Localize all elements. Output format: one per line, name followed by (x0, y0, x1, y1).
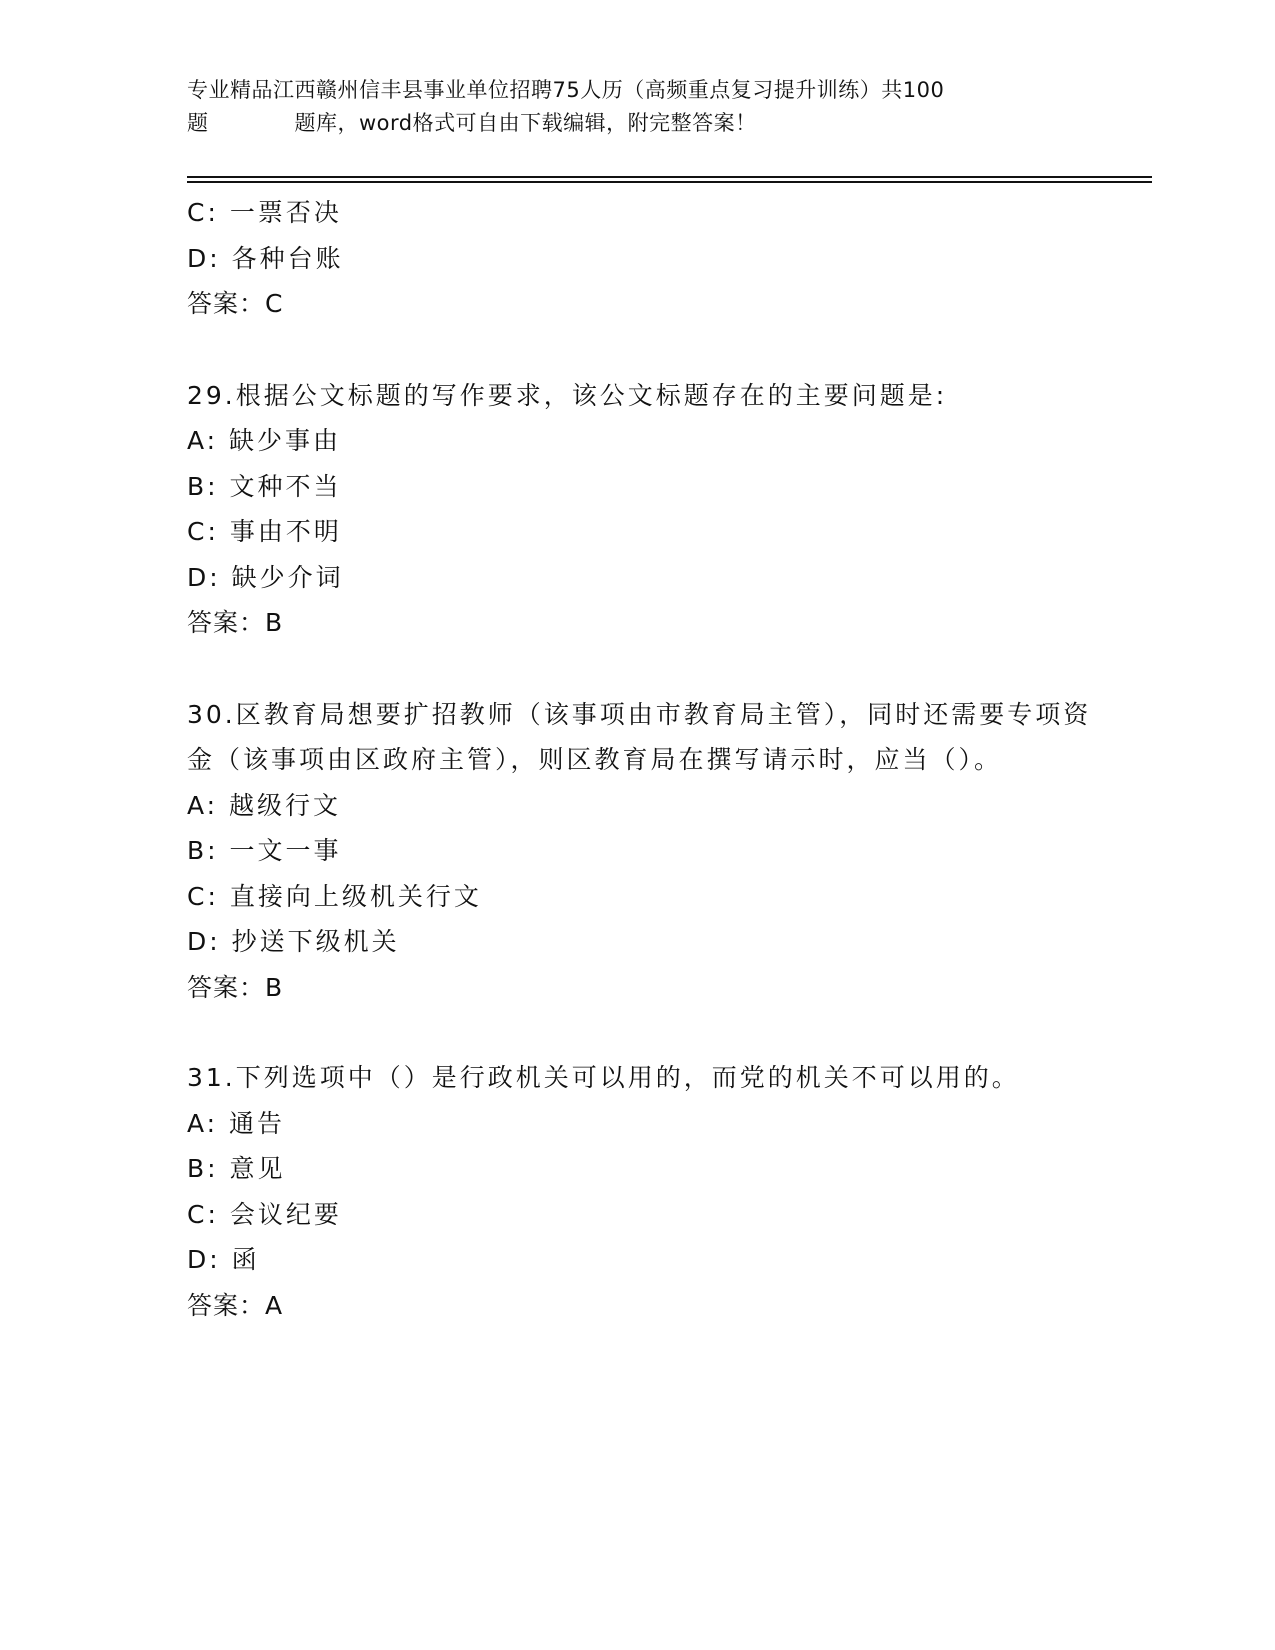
answer-line: 答案：B (187, 972, 284, 1002)
question-list (187, 190, 1107, 1328)
answer-line: 答案：A (187, 1290, 284, 1320)
option-d: D: 各种台账 (187, 243, 344, 273)
question-30 (187, 692, 1107, 1011)
option-c: C: 直接向上级机关行文 (187, 881, 482, 911)
question-31 (187, 1055, 1107, 1328)
spacer (187, 646, 1107, 692)
option-b: B: 一文一事 (187, 836, 342, 865)
option-b: B: 意见 (187, 1154, 286, 1183)
question-stem: 29.根据公文标题的写作要求，该公文标题存在的主要问题是: (187, 380, 948, 410)
option-d: D: 函 (187, 1245, 260, 1274)
option-b: B: 文种不当 (187, 471, 342, 501)
header-title-line-1: 专业精品江西赣州信丰县事业单位招聘75人历（高频重点复习提升训练）共100 (187, 78, 945, 102)
question-stem: 30.区教育局想要扩招教师（该事项由市教育局主管），同时还需要专项资金（该事项由区政府主管），则区教育局在撰写请示时，应当（）。 (187, 699, 1092, 774)
option-a: A: 越级行文 (187, 790, 342, 820)
header-rule-bottom (187, 181, 1152, 183)
partial-question-28 (187, 190, 1107, 327)
option-d: D: 缺少介词 (187, 562, 344, 592)
option-a: A: 通告 (187, 1108, 286, 1138)
answer-line: 答案：B (187, 608, 284, 637)
option-c: C: 事由不明 (187, 517, 342, 546)
page-header (187, 74, 1087, 140)
header-title-line-2: 题 题库，word格式可自由下载编辑，附完整答案！ (187, 111, 757, 135)
option-d: D: 抄送下级机关 (187, 927, 400, 956)
question-stem: 31.下列选项中（）是行政机关可以用的，而党的机关不可以用的。 (187, 1063, 1020, 1092)
option-c: C: 一票否决 (187, 198, 342, 227)
spacer (187, 327, 1107, 373)
answer-line: 答案：C (187, 289, 284, 318)
question-29 (187, 373, 1107, 646)
spacer (187, 1010, 1107, 1055)
header-rule-top (187, 176, 1152, 178)
option-c: C: 会议纪要 (187, 1199, 342, 1229)
option-a: A: 缺少事由 (187, 426, 342, 455)
